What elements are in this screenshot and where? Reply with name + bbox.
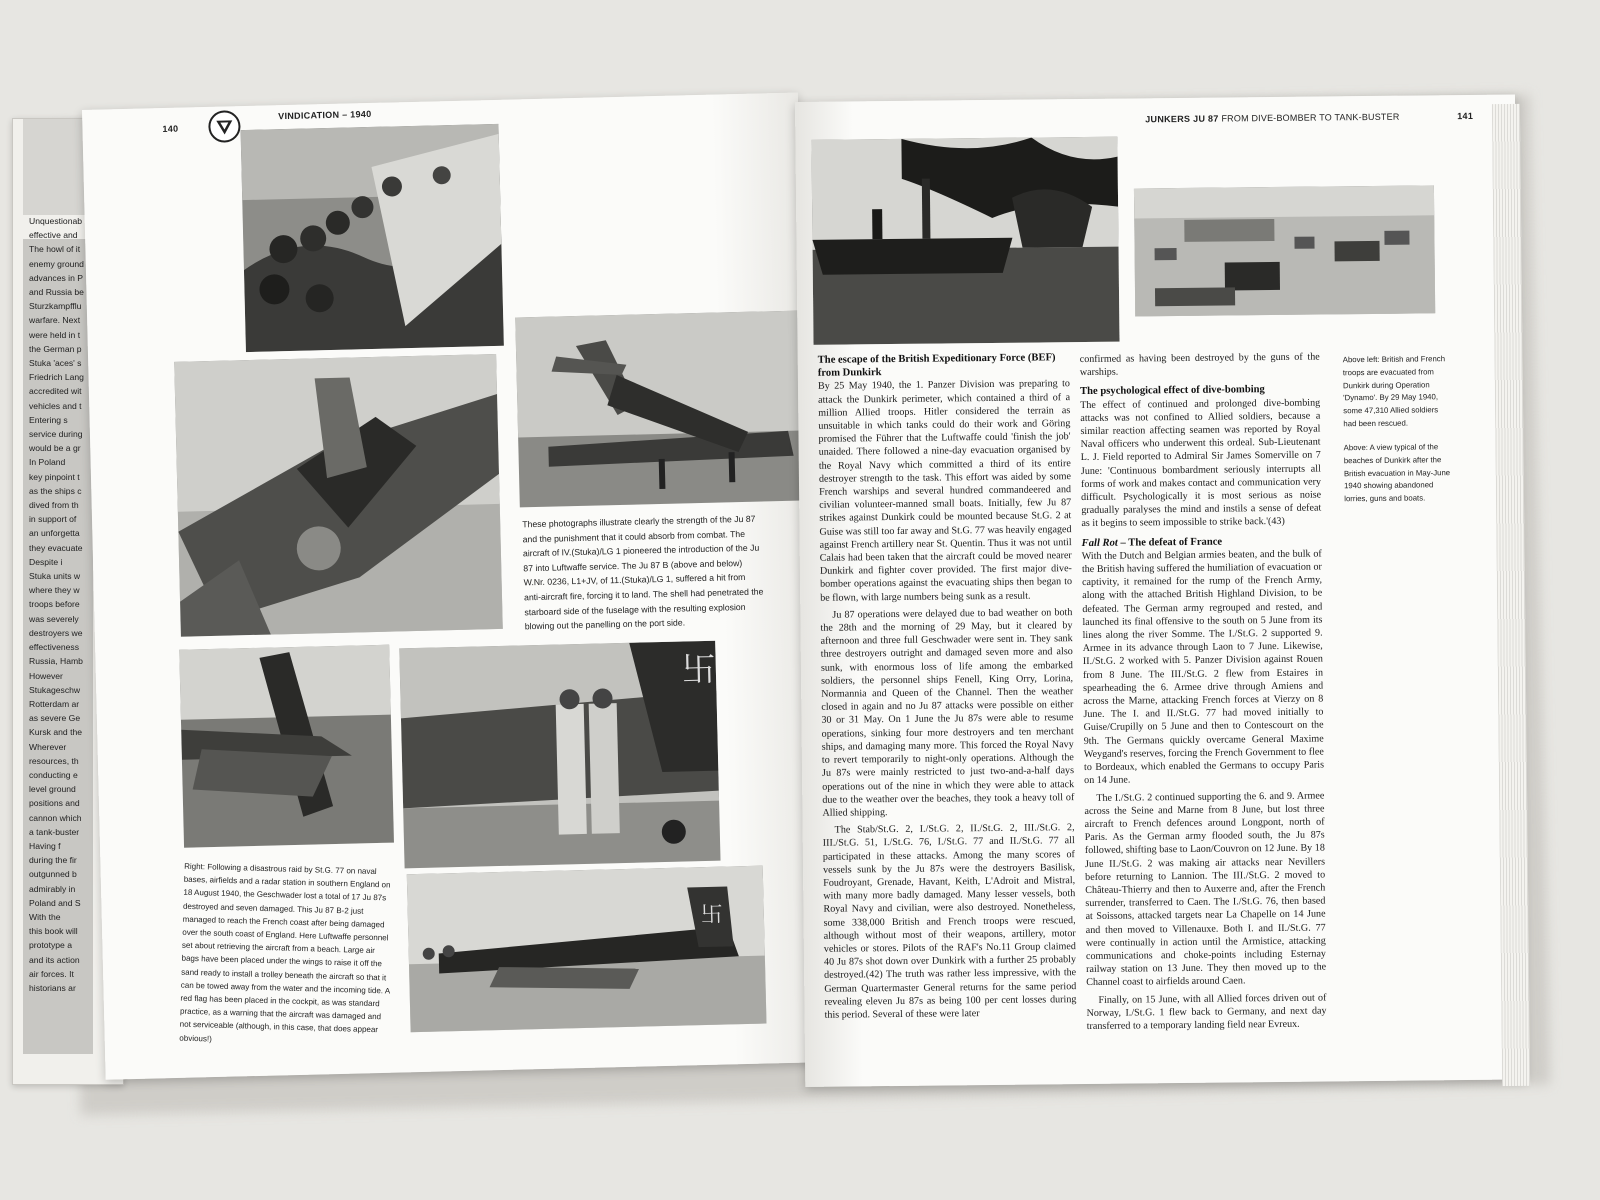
underlying-text-line: were held in t	[29, 329, 81, 340]
underlying-text-line: and its action	[29, 954, 80, 965]
underlying-text-line: Having f	[29, 840, 61, 851]
svg-text:卐: 卐	[700, 901, 724, 928]
underlying-text-line: With the	[29, 911, 61, 922]
underlying-text-line: admirably in	[29, 883, 76, 894]
photo-dunkirk-evacuation-smoke	[811, 137, 1119, 345]
underlying-text-line: was severely	[29, 613, 79, 624]
underlying-text-line: Sturzkampfflu	[29, 301, 82, 312]
underlying-text-line: they evacuate	[29, 542, 83, 553]
paragraph: The I./St.G. 2 continued supporting the 6. and 9. Armee across the Seine and Marne from 8 June, but lost three aircraft to French defences around Longpont, north of Paris. As the German army flooded south, the Ju 87s followed, shifting base to Laon/Couvron on 12 June. By 18 June II./St.G. 2 was making air attacks near Nevillers before returning to Lannion. The III./St.G. 2 moved to Château-Thierry and then to Auxerre and, after the French surrender, transferred to Caen. The I./St.G. 76, then based at Soissons, attacked targets near La Chapelle on 14 June and then moved to Villenauxe. Both I. and II./St.G. 77 were continually in action until the Armistice, attacking communications and choke-points including Esternay railway station on 13 June. They then moved up to the Channel coast to airfields around Caen.	[1084, 789, 1327, 989]
text-column-1	[818, 351, 1077, 1026]
underlying-text-line: Friedrich Lang	[29, 372, 84, 383]
photo-men-beside-aircraft	[399, 641, 720, 869]
left-page	[82, 93, 821, 1080]
underlying-text-line: where they w	[29, 585, 80, 596]
underlying-text-line: air forces. It	[29, 968, 74, 979]
paragraph: The effect of continued and prolonged dive-bombing attacks was not confined to Allied soldiers, because a similar reaction affecting seamen was reported by Royal Naval officers who underwent this ordeal. Sub-Lieutenant L. J. Field reported to Admiral Sir James Somerville on 7 June: 'Continuous bombardment seriously interrupts all forms of work and makes contact and communication very difficult. Psychologically it is most serious as noise gradually paralyses the mind and instils a sense of defeat as it begins to seem impossible to strike back.'(43)	[1080, 397, 1322, 530]
caption-troops-evacuated: Above left: British and French troops are evacuated from Dunkirk during Operation 'Dynamo'. By 29 May 1940, some 47,310 Allied soldiers had been rescued.	[1342, 354, 1446, 429]
paragraph: Ju 87 operations were delayed due to bad weather on both the 28th and the morning of 29 May, but it cleared by afternoon and three full Geschwader were sent in. They sank three destroyers outright and damaged seven more and also sunk, with enormous loss of life among the embarked soldiers, the personnel ships Fenell, King Orry, Lorina, Normannia and Queen of the Channel. Then the weather closed in again and no Ju 87 attacks were possible on either 30 or 31 May. On 1 June the Ju 87s were able to resume operations, sinking four more destroyers and ten merchant ships, and damaging many more. This forced the Royal Navy to revert temporarily to night-only operations. Although the Ju 87s were mainly restricted to just two-and-a-half days operations out of the nine in which they were able to attack due to the weather over the beaches, they took a heavy toll of Allied shipping.	[820, 606, 1075, 819]
underlying-text-line: as severe Ge	[29, 713, 81, 724]
caption-beach-retrieval: Right: Following a disastrous raid by St.G. 77 on naval bases, airfields and a radar station in southern England on 18 August 1940, the Geschwader lost a total of 17 Ju 87s destroyed and seven damaged. This Ju 87 B-2 just managed to reach the French coast after being damaged over the south coast of England. Here Luftwaffe personnel set about retrieving the aircraft from a beach. Large air bags have been placed under the wings to raise it off the sand ready to install a trolley beneath the aircraft so that it can be towed away from the water and the incoming tide. A red flag has been placed in the cockpit, as was standard practice, as a warning that the aircraft was damaged and not serviceable (although, in this case, that does appear obvious!)	[179, 861, 391, 1044]
underlying-text-line: key pinpoint t	[29, 471, 80, 482]
right-page-number: 141	[1457, 110, 1474, 122]
triangle-logo-icon	[208, 110, 241, 143]
paragraph: Finally, on 15 June, with all Allied forces driven out of Norway, I./St.G. 1 flew back to Germany, and next day transferred to a temporary landing field near Evreux.	[1086, 992, 1327, 1032]
underlying-text-line: However	[29, 670, 63, 681]
underlying-text-line: level ground	[29, 784, 76, 795]
underlying-text-line: troops before	[29, 599, 80, 610]
photo-damaged-fuselage	[174, 354, 503, 637]
underlying-text-line: conducting e	[29, 769, 78, 780]
text-column-2	[1080, 351, 1327, 1038]
underlying-text-line: Russia, Hamb	[29, 656, 83, 667]
underlying-text-line: historians ar	[29, 982, 76, 993]
right-running-head	[1145, 112, 1399, 125]
underlying-text-line: Kursk and the	[29, 727, 83, 738]
right-page	[795, 94, 1525, 1086]
underlying-text-line: cannon which	[29, 812, 82, 823]
underlying-text-line: Stuka units w	[29, 571, 81, 582]
svg-text:卐: 卐	[681, 650, 717, 690]
underlying-text-line: the German p	[29, 343, 82, 354]
underlying-text-line: warfare. Next	[29, 315, 81, 326]
underlying-text-line: Rotterdam ar	[29, 698, 80, 709]
underlying-text-line: vehicles and t	[29, 400, 82, 411]
caption-beaches-of-dunkirk: Above: A view typical of the beaches of Dunkirk after the British evacuation in May-June 1940 showing abandoned lorries, guns and boats.	[1343, 442, 1451, 504]
left-page-number: 140	[162, 123, 179, 135]
underlying-text-line: a tank-buster	[29, 826, 80, 837]
heading-escape-bef: The escape of the British Expeditionary Force (BEF) from Dunkirk	[817, 352, 1056, 379]
heading-fall-rot-italic: Fall Rot	[1081, 537, 1118, 549]
paragraph: With the Dutch and Belgian armies beaten, and the bulk of the British having suffered the humiliation of evacuation or captivity, it remained for the rump of the French Army, along with the attached British Highland Division, to be defeated. The German army regrouped and rested, and launched its final offensive to the south on 5 June from its lines along the river Somme. The I./St.G. 2 supported 9. Armee in its advance through Laon to 7 June. Likewise, II./St.G. 2 worked with 5. Panzer Division against Rouen from 8 June. The III./St.G. 2 flew from Estaires in spearheading the 6. Armee drive through Amiens and across the Marne, attacking French forces at Vierzy on 8 June. The I. and II./St.G. 77 had moved initially to Guise/Crupilly on 5 June and then to Contescourt on the 9th. The Germans quickly overcame General Maxime Weygand's reserves, forcing the French Government to flee to Bordeaux, which enabled the Germans to occupy Paris on 14 June.	[1081, 548, 1325, 787]
heading-psychological-effect: The psychological effect of dive-bombing	[1079, 384, 1265, 398]
underlying-text-line: dived from th	[29, 500, 79, 511]
underlying-text-line: Unquestionab	[29, 216, 83, 226]
underlying-text-line: destroyers we	[29, 627, 83, 638]
underlying-text-line: enemy ground	[29, 258, 84, 269]
underlying-text-line: advances in P	[29, 272, 83, 283]
underlying-text-line: The howl of it	[29, 244, 81, 255]
photo-crew-inspecting-wreck	[241, 124, 504, 352]
underlying-text-line: prototype a	[29, 940, 72, 951]
paragraph: The Stab/St.G. 2, I./St.G. 2, II./St.G. 2, III./St.G. 2, III./St.G. 51, I./St.G. 76, I./St.G. 77 and II./St.G. 77 all participated in these attacks. Among the many scores of vessels sunk by the Ju 87s were the destroyers Basilisk, Foudroyant, Grenade, Havant, Keith, L'Adroit and Mistral, with many more badly damaged. Many lesser vessels, both Royal Navy and civilian, were also destroyed. Nonetheless, some 338,000 British and French troops were rescued, although without most of their weapons, artillery, motor vehicles or stores. Pilots of the RAF's No.11 Group claimed 40 Ju 87s shot down over Dunkirk with a further 25 probably destroyed.(42) The truth was rather less impressive, with the German Quartermaster General returns for the same period revealing eleven Ju 87s as being 100 per cent losses during this period. Several of these were later	[822, 822, 1077, 1021]
underlying-text-line: outgunned b	[29, 869, 77, 880]
underlying-text-line: In Poland	[29, 457, 66, 468]
photo-aircraft-on-beach	[407, 866, 767, 1033]
underlying-text-line: effectiveness	[29, 642, 80, 653]
photo-tail-wreck-field	[179, 645, 394, 848]
underlying-text-line: Wherever	[29, 741, 67, 752]
underlying-text-line: Stukageschw	[29, 684, 81, 695]
running-head-title: JUNKERS JU 87	[1145, 113, 1219, 125]
underlying-text-line: positions and	[29, 798, 80, 809]
underlying-text-line: Entering s	[29, 414, 68, 425]
photo-dunkirk-beach-lorries	[1134, 185, 1435, 316]
underlying-text-line: would be a gr	[29, 443, 81, 454]
underlying-text-line: effective and	[29, 230, 78, 241]
underlying-text-line: in support of	[29, 514, 77, 525]
underlying-text-line: an unforgetta	[29, 528, 80, 539]
photo-ju87-nose-down	[515, 311, 803, 508]
underlying-text-line: service during	[29, 429, 83, 440]
heading-fall-rot-rest: – The defeat of France	[1117, 536, 1223, 549]
underlying-text-line: as the ships c	[29, 485, 82, 496]
underlying-text-line: Despite i	[29, 556, 63, 567]
caption-strength-of-ju87: These photographs illustrate clearly the strength of the Ju 87 and the punishment that it could absorb from combat. The aircraft of IV.(Stuka)/LG 1 pioneered the introduction of the Ju 87 into Luftwaffe service. The Ju 87 B (above and below) W.Nr. 0236, L1+JV, of 11.(Stuka)/LG 1, suffered a hit from anti-aircraft fire, forcing it to land. The shell had penetrated the starboard side of the fuselage with the resulting explosion blowing out the panelling on the port side.	[522, 513, 764, 632]
paragraph: By 25 May 1940, the 1. Panzer Division was preparing to attack the Dunkirk perimeter, which contained a third of a million Allied troops. Hitler considered the terrain as unsuitable in which tanks could do their work and Göring promised the Führer that the Luftwaffe could 'finish the job' unaided. There followed a nine-day evacuation organised by the Royal Navy which committed a third of its entire destroyer strength to the task. This effort was aided by some French warships and several hundred commandeered and civilian volunteer-manned small boats. Initially, few Ju 87 strikes against Dunkirk could be mounted because St.G. 2 at Guise was still too far away and St.G. 77 was heavily engaged against French artillery near St. Quentin. Thus it was not until Calais had been taken that the aircraft could be moved nearer Dunkirk and fighter cover provided. The first major dive-bomber operations against the evacuating ships then began to be flown, with large numbers being sunk as a result.	[817, 378, 1073, 604]
underlying-text-line: resources, th	[29, 755, 79, 766]
underlying-text-line: Poland and S	[29, 897, 81, 908]
underlying-text-line: and Russia be	[29, 287, 84, 298]
left-running-head: VINDICATION – 1940	[278, 108, 372, 122]
underlying-text-line: accredited wit	[29, 386, 82, 397]
underlying-text-line: during the fir	[29, 855, 77, 866]
underlying-text-line: this book will	[29, 926, 78, 937]
running-head-subtitle: FROM DIVE-BOMBER TO TANK-BUSTER	[1221, 111, 1400, 124]
underlying-text-line: Stuka 'aces' s	[29, 358, 82, 369]
paragraph: confirmed as having been destroyed by the guns of the warships.	[1079, 351, 1320, 379]
